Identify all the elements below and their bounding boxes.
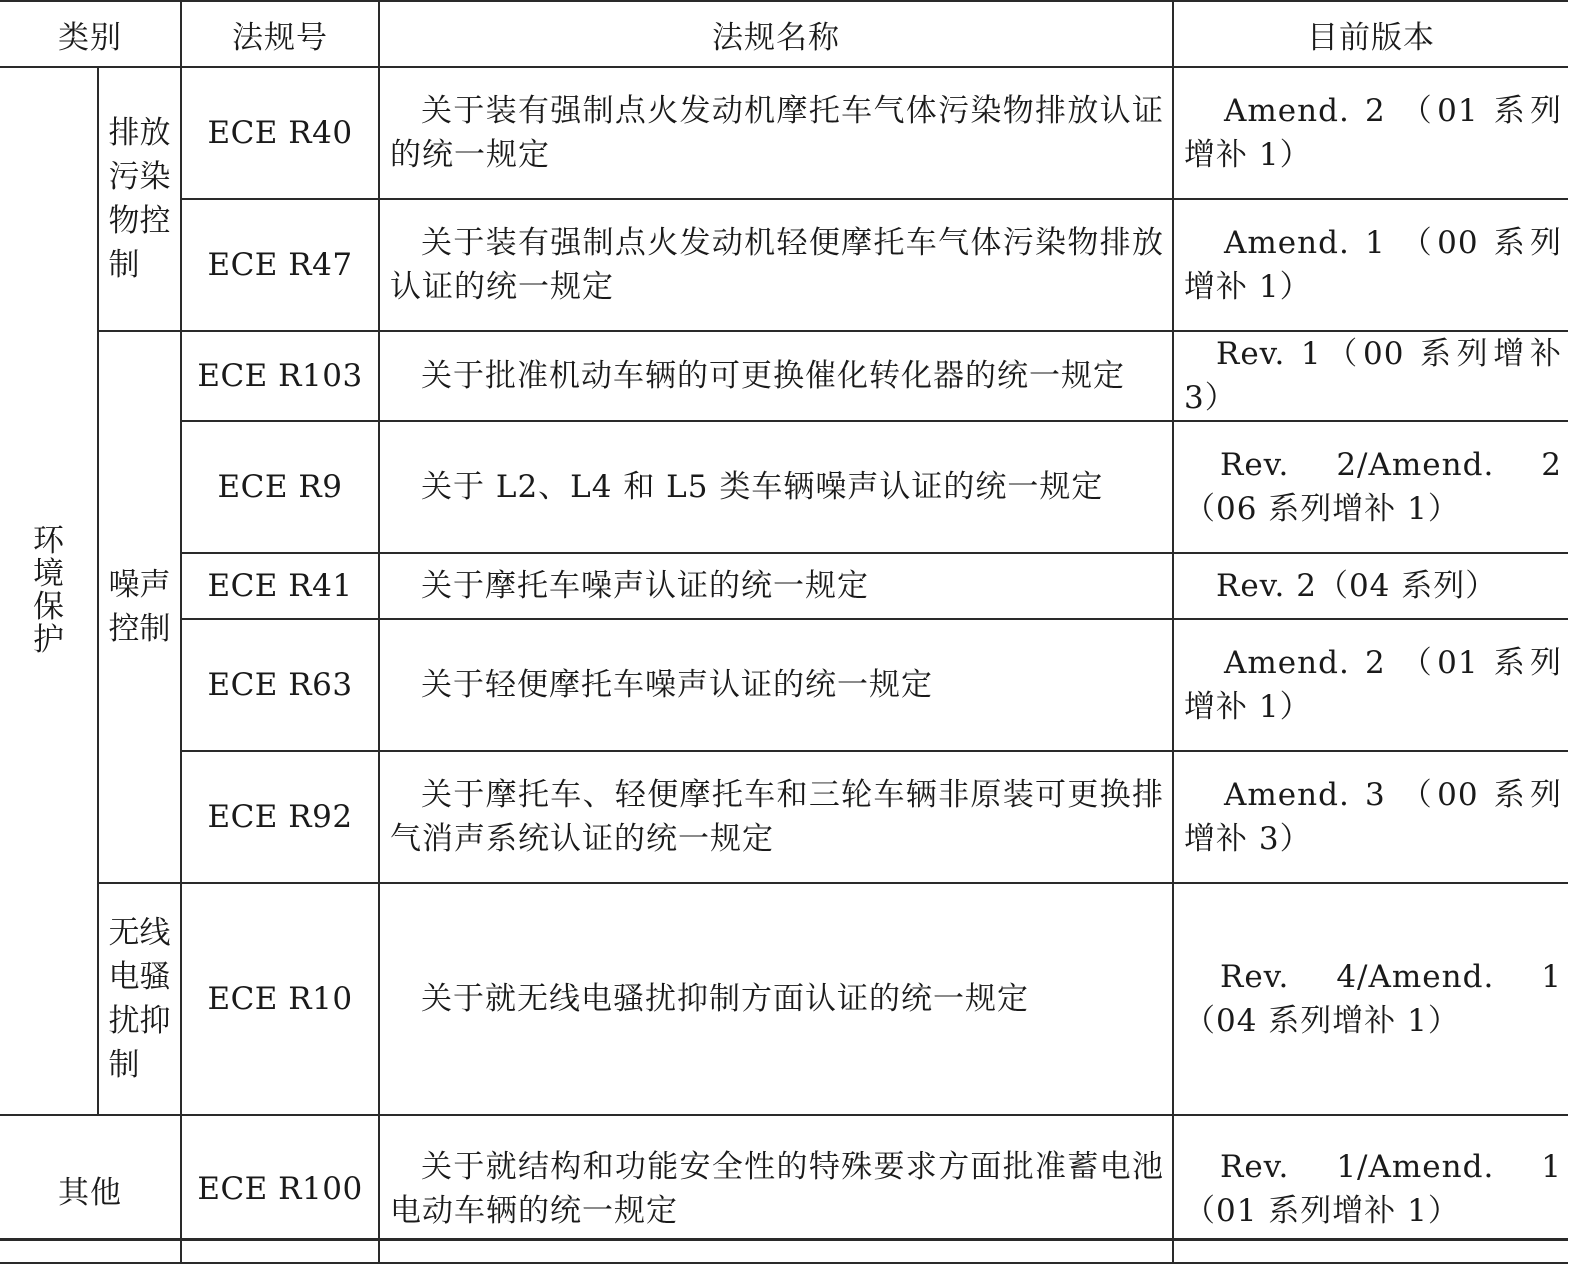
regulation-code: ECE R9 <box>181 421 379 553</box>
table-row <box>0 331 1568 421</box>
regulation-name: 关于轻便摩托车噪声认证的统一规定 <box>379 619 1173 751</box>
regulation-code: ECE R100 <box>181 1115 379 1263</box>
table-row <box>0 421 1568 553</box>
regulation-name: 关于 L2、L4 和 L5 类车辆噪声认证的统一规定 <box>379 421 1173 553</box>
table-row <box>0 619 1568 751</box>
regulation-code: ECE R92 <box>181 751 379 883</box>
category-environment-label: 环境保护 <box>33 523 64 658</box>
regulation-version: Rev. 1（00 系列增补 3） <box>1173 331 1568 421</box>
table-row <box>0 199 1568 331</box>
regulation-name: 关于装有强制点火发动机摩托车气体污染物排放认证的统一规定 <box>379 67 1173 199</box>
header-category: 类别 <box>0 1 181 67</box>
regulation-name: 关于批准机动车辆的可更换催化转化器的统一规定 <box>379 331 1173 421</box>
bottom-rule <box>0 1238 1568 1241</box>
regulation-code: ECE R47 <box>181 199 379 331</box>
subcategory-emission-label: 排放污染物控制 <box>108 115 171 283</box>
table-row <box>0 67 1568 199</box>
regulation-version: Rev. 2/Amend. 2 （06 系列增补 1） <box>1173 421 1568 553</box>
regulation-version: Amend. 3 （00 系列增补 3） <box>1173 751 1568 883</box>
subcategory-noise-label: 噪声控制 <box>108 567 171 647</box>
header-code: 法规号 <box>181 1 379 67</box>
regulation-version: Amend. 2 （01 系列增补 1） <box>1173 67 1568 199</box>
header-name: 法规名称 <box>379 1 1173 67</box>
regulation-name: 关于装有强制点火发动机轻便摩托车气体污染物排放认证的统一规定 <box>379 199 1173 331</box>
table-row <box>0 883 1568 1115</box>
subcategory-radio <box>98 883 181 1115</box>
table-row <box>0 751 1568 883</box>
regulation-name: 关于摩托车噪声认证的统一规定 <box>379 553 1173 619</box>
table-row <box>0 553 1568 619</box>
regulation-version: Rev. 1/Amend. 1 （01 系列增补 1） <box>1173 1115 1568 1263</box>
header-version: 目前版本 <box>1173 1 1568 67</box>
regulation-name: 关于就无线电骚扰抑制方面认证的统一规定 <box>379 883 1173 1115</box>
regulation-code: ECE R10 <box>181 883 379 1115</box>
category-environment <box>0 67 98 1115</box>
header-row <box>0 1 1568 67</box>
regulation-name: 关于摩托车、轻便摩托车和三轮车辆非原装可更换排气消声系统认证的统一规定 <box>379 751 1173 883</box>
regulation-name: 关于就结构和功能安全性的特殊要求方面批准蓄电池电动车辆的统一规定 <box>379 1115 1173 1263</box>
regulation-version: Amend. 2 （01 系列增补 1） <box>1173 619 1568 751</box>
regulation-code: ECE R103 <box>181 331 379 421</box>
regulation-version: Rev. 2（04 系列） <box>1173 553 1568 619</box>
category-other: 其他 <box>0 1115 181 1263</box>
subcategory-emission <box>98 67 181 331</box>
subcategory-radio-label: 无线电骚扰抑制 <box>108 915 171 1083</box>
regulation-code: ECE R41 <box>181 553 379 619</box>
regulation-code: ECE R40 <box>181 67 379 199</box>
subcategory-noise <box>98 331 181 883</box>
regulation-version: Rev. 4/Amend. 1 （04 系列增补 1） <box>1173 883 1568 1115</box>
regulation-version: Amend. 1 （00 系列增补 1） <box>1173 199 1568 331</box>
regulation-code: ECE R63 <box>181 619 379 751</box>
